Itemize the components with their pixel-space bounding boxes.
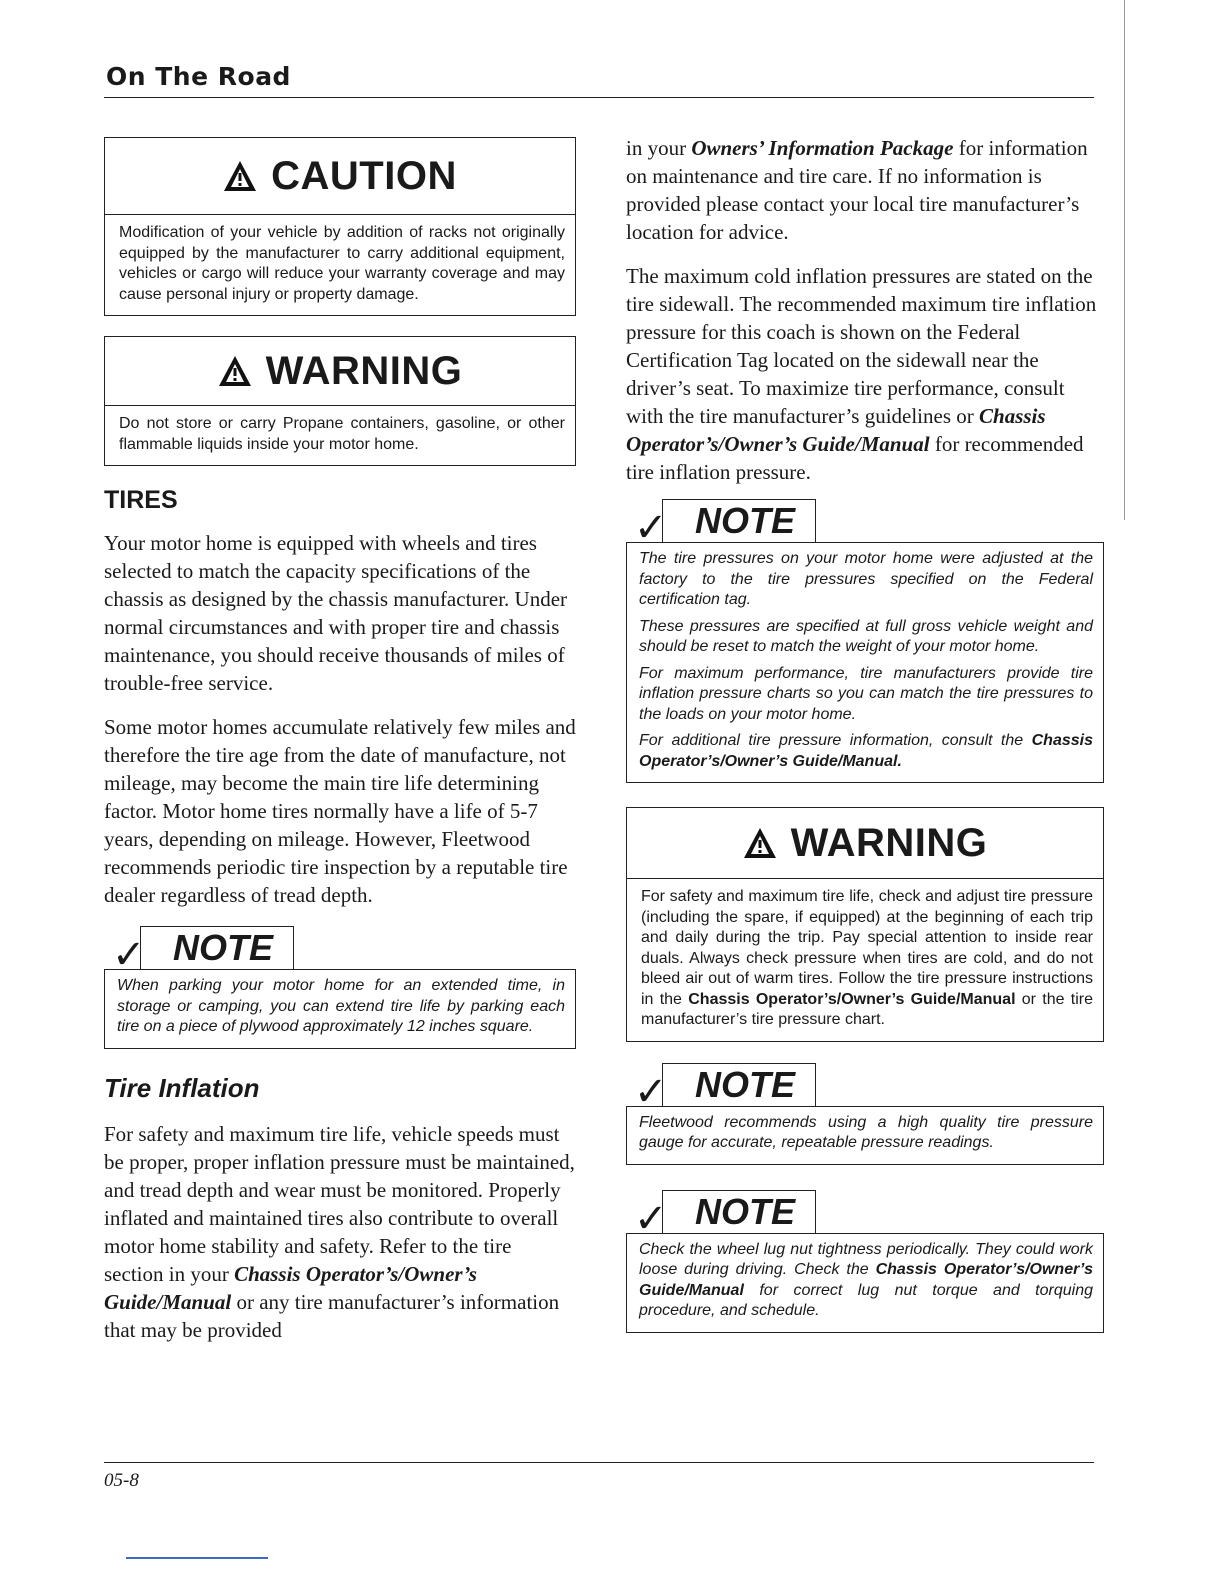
tires-paragraph-1: Your motor home is equipped with wheels and tires selected to match the capacity specifications of the chassis as designed by the chassis manufacturer. Under normal circumstances and with proper tire and chassis maintenance, you should receive thousands of miles of trouble-free service. xyxy=(104,531,568,695)
text-run: The maximum cold inflation pressures are stated on the tire sidewall. The recommended maximum tire inflation pressure for this coach is shown on the Federal Certification Tag located on the sidewall near the driver’s seat. To maximize tire performance, consult with the tire manufacturer’s guidelines or xyxy=(626,264,1097,428)
text-run: for recommended tire inflation pressure. xyxy=(626,432,1084,484)
continued-paragraph xyxy=(626,134,1104,246)
right-column xyxy=(626,134,1104,1357)
footer-rule xyxy=(104,1462,1094,1463)
note-paragraph: For maximum performance, tire manufacturers provide tire inflation pressure charts so you can match the tire pressures to the loads on your motor home. xyxy=(639,664,1093,723)
scan-edge-line xyxy=(1124,0,1125,520)
scan-artifact-line xyxy=(126,1557,268,1559)
manual-reference: Chassis Operator’s/Owner’s Guide/Manual xyxy=(639,1261,1093,1299)
tire-inflation-paragraph xyxy=(104,1120,576,1344)
checkmark-icon: ✓ xyxy=(634,1068,668,1115)
note-text: Fleetwood recommends using a high quality tire pressure gauge for accurate, repeatable pressure readings. xyxy=(626,1106,1104,1165)
note-label: NOTE xyxy=(662,1190,816,1233)
caution-text: Modification of your vehicle by addition of racks not originally equipped by the manufacturer to carry additional equipment, vehicles or cargo will reduce your warranty coverage and may cause personal injury or property damage. xyxy=(119,224,565,303)
warning-header xyxy=(105,337,575,406)
note-box-gauge xyxy=(626,1062,1104,1165)
warning-label: WARNING xyxy=(265,348,463,393)
text-run: for correct lug nut torque and torquing procedure, and schedule. xyxy=(639,1281,1093,1319)
note-tab xyxy=(626,1062,1104,1115)
inflation-pressure-paragraph xyxy=(626,262,1104,486)
warning-label: WARNING xyxy=(790,820,988,865)
note-box-lug-nuts xyxy=(626,1189,1104,1333)
note-paragraph: The tire pressures on your motor home were adjusted at the factory to the tire pressures specified on the Federal certification tag. xyxy=(639,550,1093,608)
text-run: for information on maintenance and tire care. If no information is provided please contact your local tire manufacturer’s location for advice. xyxy=(626,136,1088,244)
warning-triangle-icon xyxy=(223,159,257,193)
warning-text: Do not store or carry Propane containers, gasoline, or other flammable liquids inside your motor home. xyxy=(119,415,565,453)
tires-heading: TIRES xyxy=(104,486,178,514)
warning-text xyxy=(627,879,1103,1041)
warning-box-tire-check xyxy=(626,807,1104,1042)
text-run: in your xyxy=(626,136,687,160)
note-text xyxy=(626,542,1104,783)
warning-triangle-icon xyxy=(743,826,777,860)
text-run: Check the wheel lug nut tightness periodically. They could work loose during driving. Check the xyxy=(639,1240,1093,1278)
tires-paragraph-2: Some motor homes accumulate relatively few miles and therefore the tire age from the date of manufacture, not mileage, may become the main tire life determining factor. Motor home tires normally have a life of 5-7 years, depending on mileage. However, Fleetwood recommends periodic tire inspection by a reputable tire dealer regardless of tread depth. xyxy=(104,715,576,907)
note-text: When parking your motor home for an extended time, in storage or camping, you can extend tire life by parking each tire on a piece of plywood approximately 12 inches square. xyxy=(104,969,576,1049)
checkmark-icon: ✓ xyxy=(634,505,668,551)
note-box-factory-pressures xyxy=(626,498,1104,783)
note-label: NOTE xyxy=(140,926,294,969)
note-label: NOTE xyxy=(662,1063,816,1106)
page-number: 05-8 xyxy=(104,1470,139,1491)
text-run: or the tire manufacturer’s tire pressure chart. xyxy=(641,990,1093,1028)
left-column xyxy=(104,137,576,1360)
note-tab xyxy=(104,925,576,978)
manual-reference: Chassis Operator’s/Owner’s Guide/Manual xyxy=(688,990,1016,1008)
note-box-plywood xyxy=(104,925,576,1049)
manual-reference: Chassis Operator’s/Owner’s Guide/Manual xyxy=(104,1261,477,1314)
package-reference: Owners’ Information Package xyxy=(691,136,954,160)
note-text xyxy=(626,1233,1104,1333)
tire-inflation-heading: Tire Inflation xyxy=(104,1072,260,1103)
checkmark-icon: ✓ xyxy=(634,1195,668,1242)
note-paragraph: These pressures are specified at full gross vehicle weight and should be reset to match the weight of your motor home. xyxy=(639,617,1093,655)
note-tab xyxy=(626,1189,1104,1242)
manual-reference: Chassis Operator’s/Owner’s Guide/Manual xyxy=(626,404,1046,456)
warning-box-propane xyxy=(104,336,576,466)
warning-triangle-icon xyxy=(218,354,252,388)
text-run: For additional tire pressure information, consult the xyxy=(639,732,1024,749)
checkmark-icon: ✓ xyxy=(112,932,146,978)
text-run: For safety and maximum tire life, check and adjust tire pressure (including the spare, if equipped) at the beginning of each trip and daily during the trip. Pay special attention to inside rear duals. Always check pressure when tires are cold, and do not bleed air out of warm tires. Follow the tire pressure instructions in the xyxy=(641,888,1093,1008)
note-label: NOTE xyxy=(662,499,816,542)
manual-reference: Chassis Operator’s/Owner’s Guide/Manual. xyxy=(639,732,1093,770)
warning-header xyxy=(627,808,1103,879)
note-paragraph xyxy=(639,731,1093,772)
page-title: On The Road xyxy=(106,62,291,91)
caution-label: CAUTION xyxy=(271,153,457,198)
note-tab xyxy=(626,498,1104,551)
caution-header xyxy=(105,138,575,215)
header-rule xyxy=(104,97,1094,98)
caution-box xyxy=(104,137,576,316)
text-run: For safety and maximum tire life, vehicle speeds must be proper, proper inflation pressure must be maintained, and tread depth and wear must be monitored. Properly inflated and maintained tires also contribute to overall motor home stability and safety. Refer to the tire section in your xyxy=(104,1121,575,1286)
text-run: or any tire manufacturer’s information that may be provided xyxy=(104,1289,560,1342)
